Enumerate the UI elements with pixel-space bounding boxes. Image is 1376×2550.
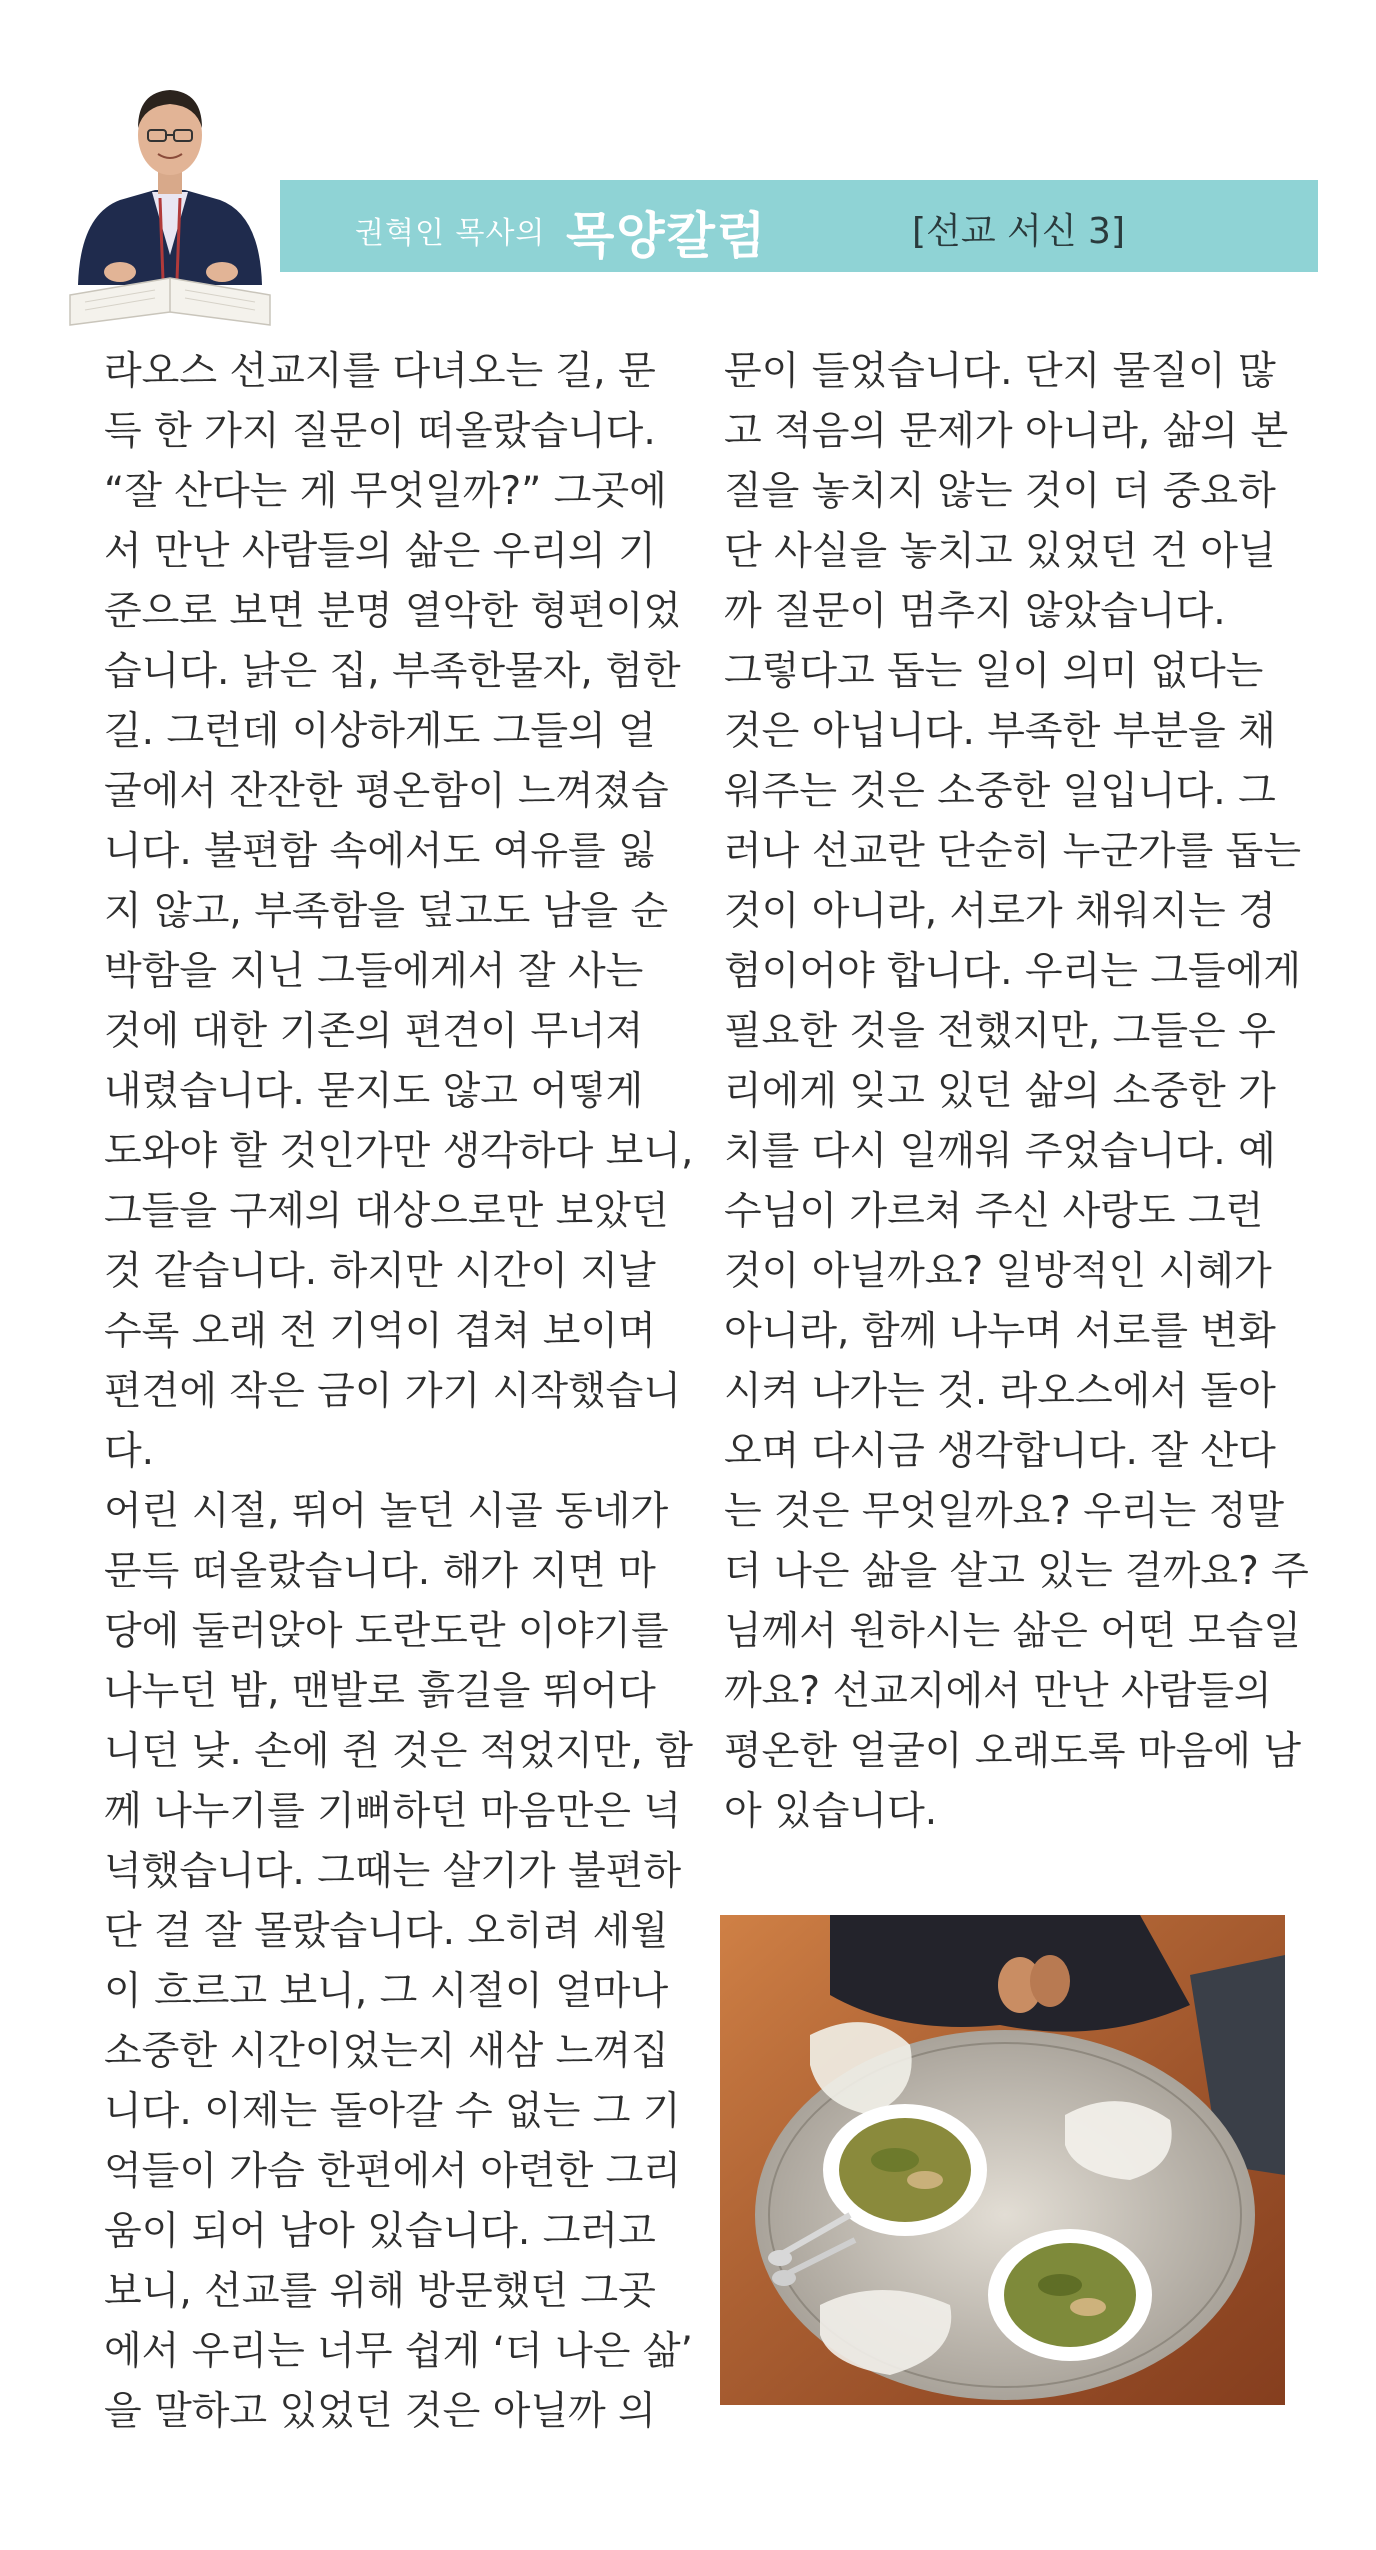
article-line: 수님이 가르쳐 주신 사랑도 그런 [724,1189,1264,1234]
article-line: 오며 다시금 생각합니다. 잘 산다 [724,1429,1276,1474]
article-line: 치를 다시 일깨워 주었습니다. 예 [724,1129,1276,1174]
article-line: 습니다. 낡은 집, 부족한물자, 험한 [104,649,681,694]
article-line: 보니, 선교를 위해 방문했던 그곳 [104,2269,656,2314]
article-line: 니던 낮. 손에 쥔 것은 적었지만, 함 [104,1729,693,1774]
column-issue-tag: [선교 서신 3] [912,211,1125,252]
article-line: 까 질문이 멈추지 않았습니다. [724,589,1226,634]
article-line: 것이 아니라, 서로가 채워지는 경 [724,889,1276,934]
article-line: 시켜 나가는 것. 라오스에서 돌아 [724,1369,1276,1414]
article-line: 님께서 원하시는 삶은 어떤 모습일 [724,1609,1302,1654]
article-line: 소중한 시간이었는지 새삼 느껴집 [104,2029,669,2074]
article-line: 편견에 작은 금이 가기 시작했습니 [104,1369,682,1414]
article-line: 움이 되어 남아 있습니다. 그러고 [104,2209,656,2254]
article-line: 이 흐르고 보니, 그 시절이 얼마나 [104,1969,669,2014]
article-line: 고 적음의 문제가 아니라, 삶의 본 [724,409,1289,454]
article-line: 도와야 할 것인가만 생각하다 보니, [104,1129,694,1174]
article-line: 리에게 잊고 있던 삶의 소중한 가 [724,1069,1276,1114]
article-line: 에서 우리는 너무 쉽게 ‘더 나은 삶’ [104,2329,693,2374]
article-line: 그들을 구제의 대상으로만 보았던 [104,1189,669,1234]
article-line: 평온한 얼굴이 오래도록 마음에 남 [724,1729,1302,1774]
article-line: 것이 아닐까요? 일방적인 시혜가 [724,1249,1272,1294]
article-line: 께 나누기를 기뻐하던 마음만은 넉 [104,1789,682,1834]
article-line: 굴에서 잔잔한 평온함이 느껴졌습 [104,769,669,814]
article-line: 단 걸 잘 몰랐습니다. 오히려 세월 [104,1909,669,1954]
meal-photo [720,1915,1285,2405]
article-line: 그렇다고 돕는 일이 의미 없다는 [724,649,1264,694]
article-line: 을 말하고 있었던 것은 아닐까 의 [104,2389,656,2434]
article-line: 문이 들었습니다. 단지 물질이 많 [724,349,1276,394]
article-line: 수록 오래 전 기억이 겹쳐 보이며 [104,1309,656,1354]
article-line: 억들이 가슴 한편에서 아련한 그리 [104,2149,682,2194]
article-line: “잘 산다는 게 무엇일까?” 그곳에 [104,469,667,514]
article-line: 것 같습니다. 하지만 시간이 지날 [104,1249,656,1294]
article-line: 득 한 가지 질문이 떠올랐습니다. [104,409,656,454]
column-series-label: 권혁인 목사의 [355,216,546,251]
article-line: 넉했습니다. 그때는 살기가 불편하 [104,1849,682,1894]
article-line: 워주는 것은 소중한 일입니다. 그 [724,769,1276,814]
article-line: 박함을 지닌 그들에게서 잘 사는 [104,949,644,994]
article-right-column [724,342,1309,1842]
article-line: 니다. 이제는 돌아갈 수 없는 그 기 [104,2089,681,2134]
article-line: 아니라, 함께 나누며 서로를 변화 [724,1309,1276,1354]
article-line: 어린 시절, 뛰어 놀던 시골 동네가 [104,1489,669,1534]
article-line: 는 것은 무엇일까요? 우리는 정말 [724,1489,1285,1534]
article-line: 길. 그런데 이상하게도 그들의 얼 [104,709,656,754]
article-line: 라오스 선교지를 다녀오는 길, 문 [104,349,656,394]
article-line: 당에 둘러앉아 도란도란 이야기를 [104,1609,669,1654]
article-line: 단 사실을 놓치고 있었던 건 아닐 [724,529,1276,574]
article-line: 필요한 것을 전했지만, 그들은 우 [724,1009,1276,1054]
article-line: 험이어야 합니다. 우리는 그들에게 [724,949,1302,994]
article-line: 나누던 밤, 맨발로 흙길을 뛰어다 [104,1669,656,1714]
article-line: 더 나은 삶을 살고 있는 걸까요? 주 [724,1549,1309,1594]
article-line: 아 있습니다. [724,1789,938,1834]
article-line: 까요? 선교지에서 만난 사람들의 [724,1669,1272,1714]
article-line: 니다. 불편함 속에서도 여유를 잃 [104,829,656,874]
author-portrait [60,40,280,330]
article-line: 문득 떠올랐습니다. 해가 지면 마 [104,1549,656,1594]
article-line: 준으로 보면 분명 열악한 형편이었 [104,589,682,634]
article-line: 러나 선교란 단순히 누군가를 돕는 [724,829,1302,874]
article-line: 다. [104,1429,155,1474]
article-line: 내렸습니다. 묻지도 않고 어떻게 [104,1069,644,1114]
article-line: 것에 대한 기존의 편견이 무너져 [104,1009,644,1054]
article-line: 서 만난 사람들의 삶은 우리의 기 [104,529,656,574]
article-line: 질을 놓치지 않는 것이 더 중요하 [724,469,1276,514]
article-line: 것은 아닙니다. 부족한 부분을 채 [724,709,1276,754]
article-left-column [104,342,694,2442]
article-line: 지 않고, 부족함을 덮고도 남을 순 [104,889,669,934]
column-title: 목양칼럼 [566,206,768,265]
